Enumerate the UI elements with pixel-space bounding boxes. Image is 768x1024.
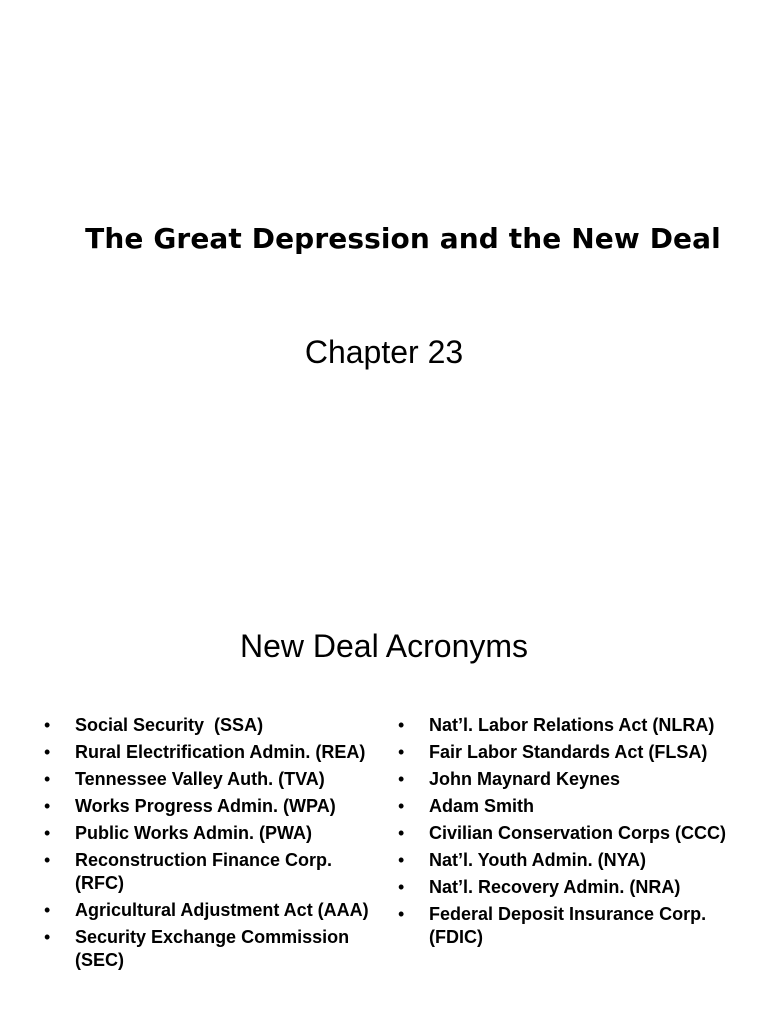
list-item	[42, 926, 382, 972]
list-item	[42, 741, 382, 764]
bullet-icon: •	[44, 850, 51, 870]
bullet-icon: •	[398, 769, 405, 789]
bullet-icon: •	[44, 715, 51, 735]
list-item	[42, 768, 382, 791]
list-item-text: John Maynard Keynes	[429, 769, 621, 789]
bullet-icon: •	[398, 904, 405, 924]
list-item-text: Nat’l. Labor Relations Act (NLRA)	[429, 715, 715, 735]
bullet-icon: •	[398, 715, 405, 735]
list-item-text: Federal Deposit Insurance Corp. (FDIC)	[429, 904, 712, 947]
bullet-icon: •	[44, 927, 51, 947]
list-item-text: Adam Smith	[429, 796, 535, 816]
bullet-icon: •	[398, 823, 405, 843]
bullet-icon: •	[398, 796, 405, 816]
list-item-text: Reconstruction Finance Corp. (RFC)	[75, 850, 338, 893]
bullet-icon: •	[44, 769, 51, 789]
bullet-icon: •	[44, 742, 51, 762]
list-item-text: Works Progress Admin. (WPA)	[75, 796, 336, 816]
list-item	[396, 768, 736, 791]
list-item	[396, 822, 736, 845]
list-item	[396, 741, 736, 764]
list-item-text: Civilian Conservation Corps (CCC)	[429, 823, 727, 843]
list-item	[42, 849, 382, 895]
list-item	[396, 849, 736, 872]
list-item	[42, 714, 382, 737]
bullet-icon: •	[44, 823, 51, 843]
bullet-icon: •	[398, 877, 405, 897]
slide-subtitle: Chapter 23	[304, 334, 464, 370]
list-item-text: Fair Labor Standards Act (FLSA)	[429, 742, 708, 762]
list-item	[42, 899, 382, 922]
bullet-icon: •	[398, 742, 405, 762]
list-item-text: Rural Electrification Admin. (REA)	[75, 742, 366, 762]
list-item-text: Nat’l. Recovery Admin. (NRA)	[429, 877, 681, 897]
right-bullet-list	[396, 714, 736, 953]
list-item	[396, 795, 736, 818]
bullet-icon: •	[398, 850, 405, 870]
list-item	[396, 903, 736, 949]
list-item-text: Tennessee Valley Auth. (TVA)	[75, 769, 325, 789]
list-item	[396, 876, 736, 899]
list-item-text: Nat’l. Youth Admin. (NYA)	[429, 850, 647, 870]
slide-title: The Great Depression and the New Deal	[85, 222, 721, 255]
acronyms-title: New Deal Acronyms	[239, 628, 529, 664]
bullet-icon: •	[44, 796, 51, 816]
list-item-text: Agricultural Adjustment Act (AAA)	[75, 900, 369, 920]
list-item-text: Security Exchange Commission (SEC)	[75, 927, 355, 970]
list-item	[42, 795, 382, 818]
bullet-icon: •	[44, 900, 51, 920]
acronyms-slide	[0, 512, 768, 1024]
list-item	[42, 822, 382, 845]
list-item-text: Public Works Admin. (PWA)	[75, 823, 313, 843]
left-bullet-list	[42, 714, 382, 976]
list-item	[396, 714, 736, 737]
list-item-text: Social Security (SSA)	[75, 715, 264, 735]
